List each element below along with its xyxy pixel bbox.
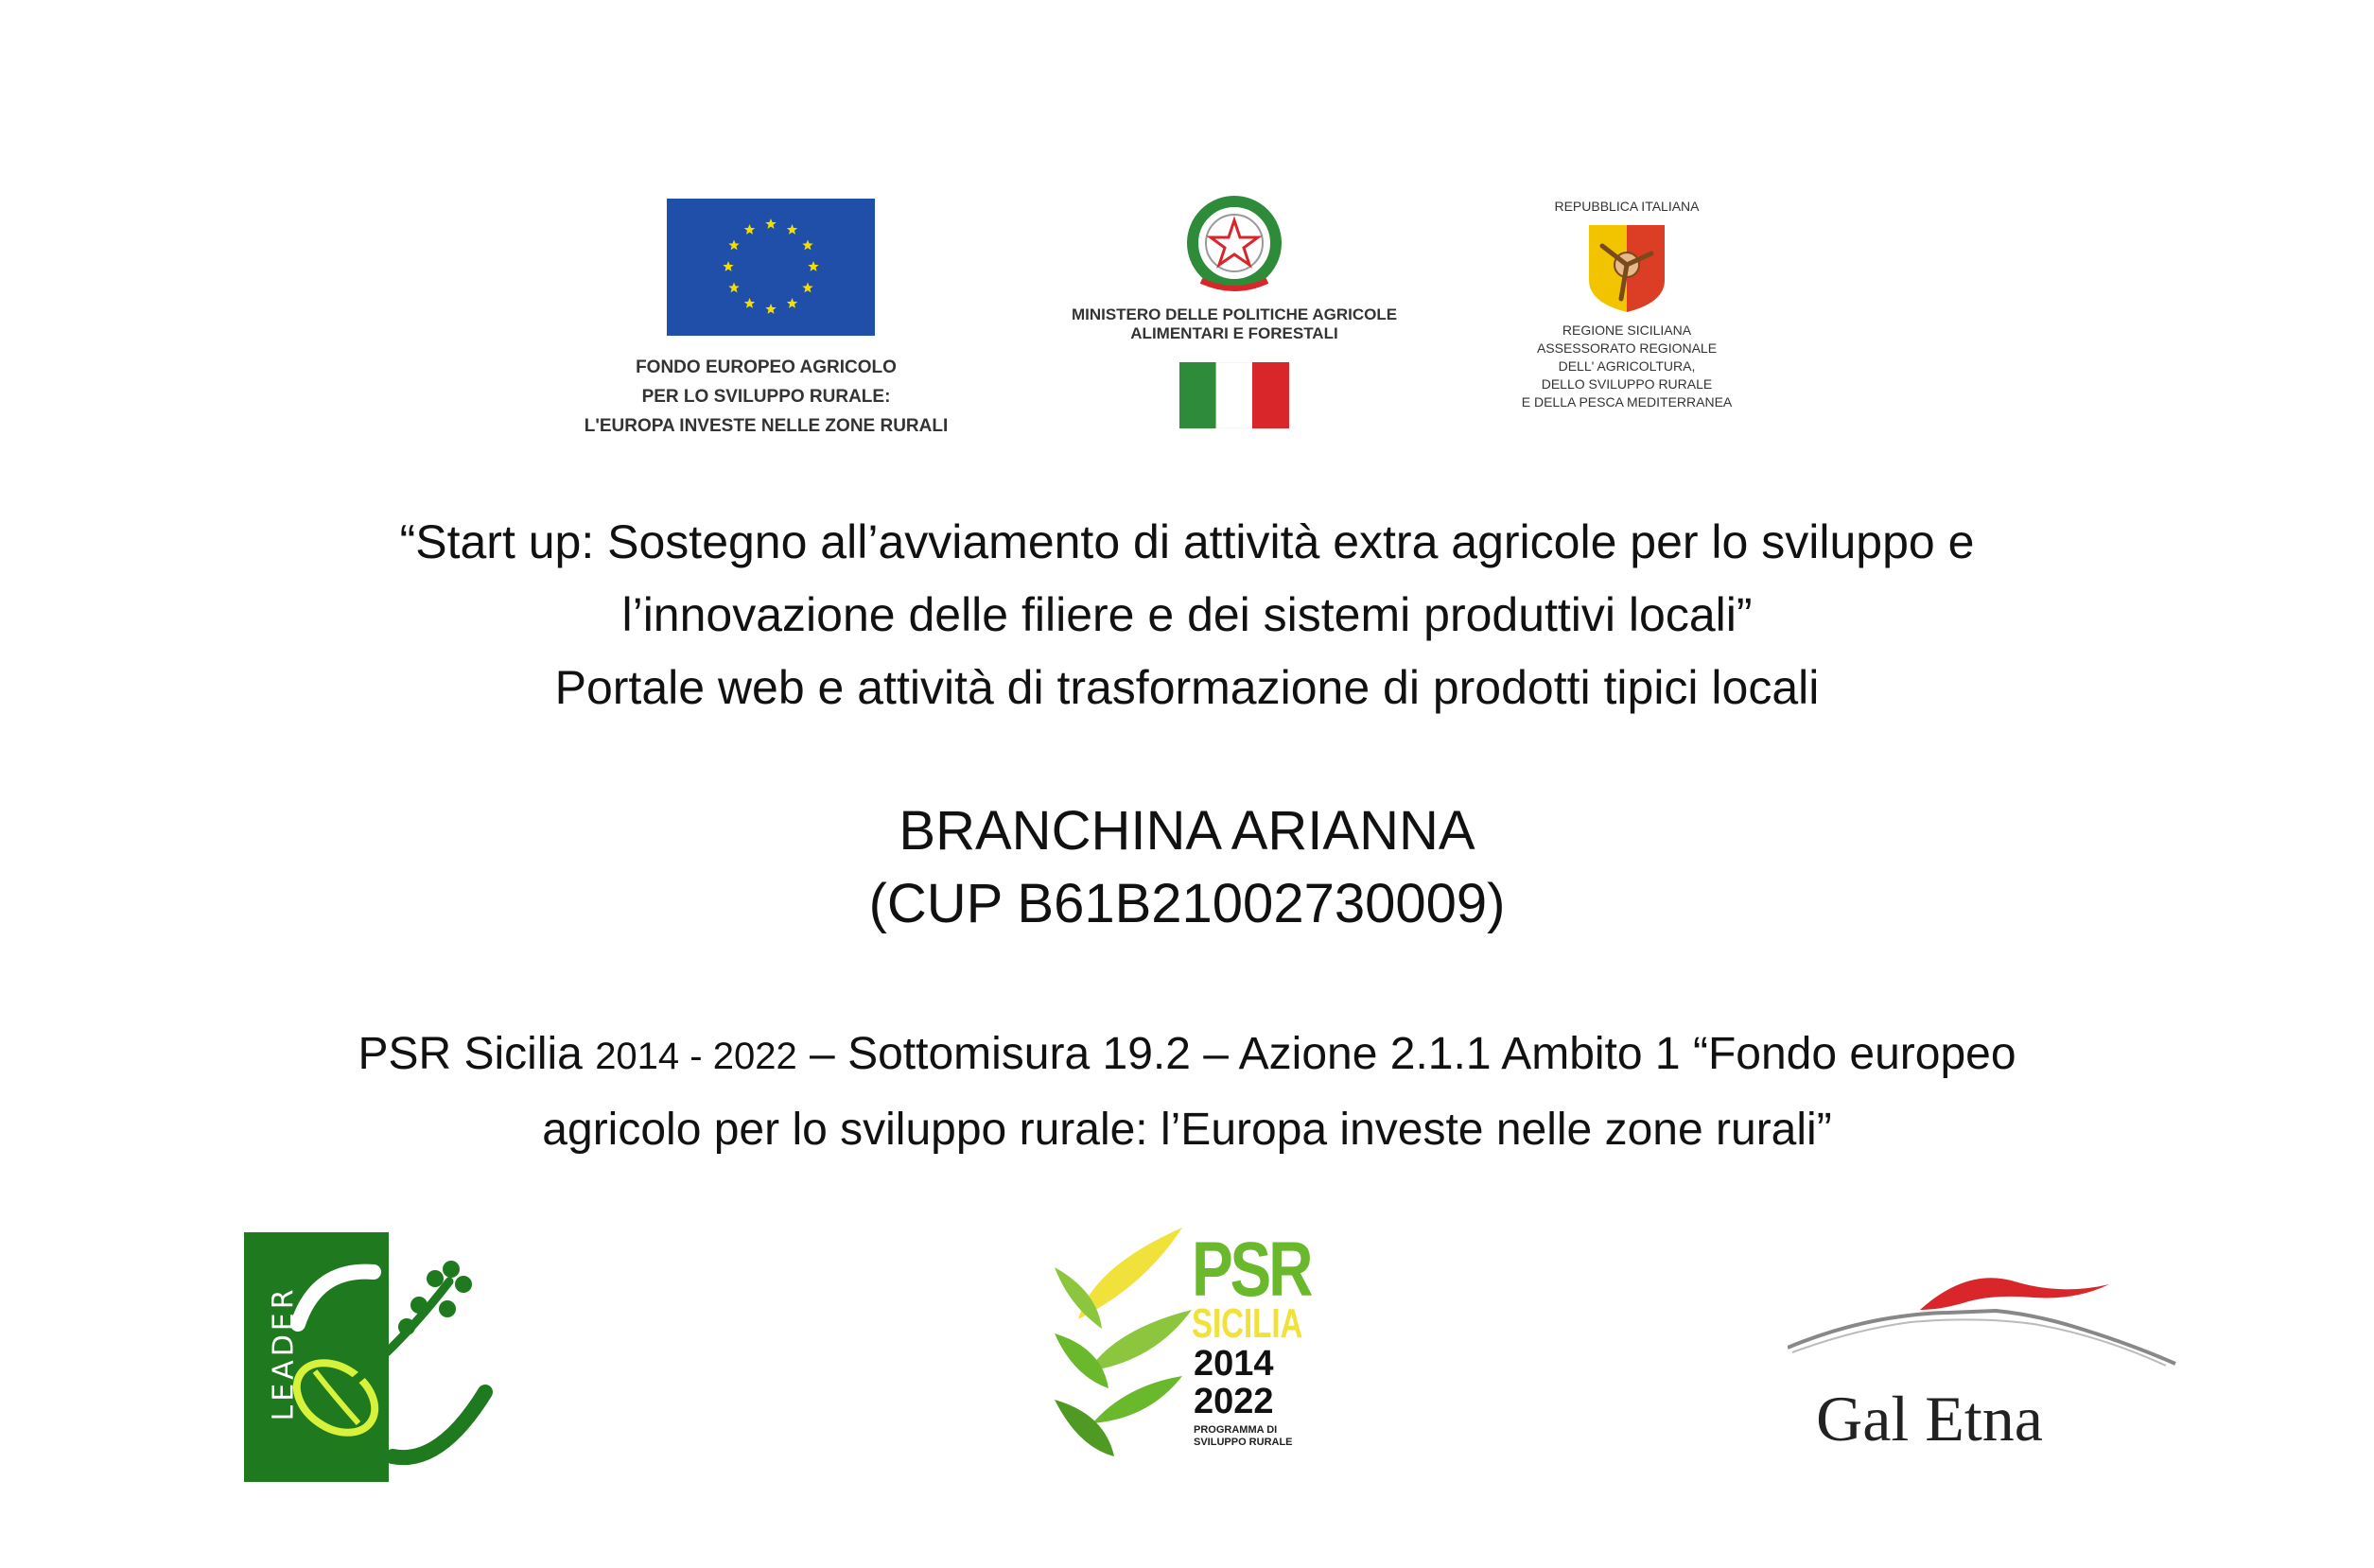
regione-top-text: REPUBBLICA ITALIANA xyxy=(1554,199,1700,214)
psr-description xyxy=(0,1018,2374,1167)
project-title-line: “Start up: Sostegno all’avviamento di attività extra agricole per lo sviluppo e xyxy=(399,515,1975,568)
psr-year-end: 2022 xyxy=(1194,1382,1274,1421)
psr-leaves-icon xyxy=(1050,1220,1192,1480)
ministero-caption-line: ALIMENTARI E FORESTALI xyxy=(1130,324,1338,342)
psr-years: 2014 - 2022 xyxy=(595,1036,797,1077)
etna-volcano-icon xyxy=(1788,1258,2185,1400)
psr-suffix: – Sottomisura 19.2 – Azione 2.1.1 Ambito 1 “Fondo europeo xyxy=(796,1029,2016,1079)
regione-caption-line: DELL' AGRICOLTURA, xyxy=(1558,358,1696,374)
regione-caption-line: ASSESSORATO REGIONALE xyxy=(1536,340,1718,356)
italian-emblem-icon xyxy=(1182,194,1286,298)
psr-line-2: agricolo per lo sviluppo rurale: l’Europa investe nelle zone rurali” xyxy=(542,1105,1832,1155)
sicily-shield-icon xyxy=(1589,225,1665,312)
psr-caption-line: SVILUPPO RURALE xyxy=(1194,1437,1293,1448)
project-title xyxy=(0,506,2374,724)
gal-etna-text: Gal Etna xyxy=(1816,1383,2043,1455)
beneficiary-block xyxy=(0,794,2374,940)
eu-caption-line: FONDO EUROPEO AGRICOLO xyxy=(636,357,897,377)
project-subtitle: Portale web e attività di trasformazione di prodotti tipici locali xyxy=(554,661,1820,714)
leader-text: LEADER xyxy=(267,1285,301,1421)
psr-subtitle: SICILIA xyxy=(1192,1300,1303,1347)
ministero-logo xyxy=(1026,194,1442,440)
psr-year-start: 2014 xyxy=(1194,1344,1274,1384)
psr-sicilia-logo xyxy=(1050,1220,1334,1485)
eu-caption-line: L'EUROPA INVESTE NELLE ZONE RURALI xyxy=(584,416,949,436)
psr-prefix: PSR Sicilia xyxy=(358,1029,596,1079)
regione-caption-line: REGIONE SICILIANA xyxy=(1562,322,1692,338)
eu-flag-icon xyxy=(667,199,875,336)
eu-logo xyxy=(558,194,974,436)
italian-flag-icon xyxy=(1179,362,1289,428)
project-title-line: l’innovazione delle filiere e dei sistemi produttivi locali” xyxy=(621,588,1753,641)
psr-title: PSR xyxy=(1192,1227,1311,1313)
psr-line-1 xyxy=(0,1018,2374,1093)
leader-logo xyxy=(241,1229,497,1485)
eu-caption-line: PER LO SVILUPPO RURALE: xyxy=(641,387,891,407)
gal-etna-logo xyxy=(1788,1258,2185,1475)
regione-siciliana-logo xyxy=(1485,199,1769,426)
regione-caption-line: DELLO SVILUPPO RURALE xyxy=(1541,376,1713,392)
beneficiary-name: BRANCHINA ARIANNA xyxy=(899,800,1475,862)
cup-code: (CUP B61B21002730009) xyxy=(868,873,1506,934)
regione-caption-line: E DELLA PESCA MEDITERRANEA xyxy=(1521,394,1733,409)
ministero-caption-line: MINISTERO DELLE POLITICHE AGRICOLE xyxy=(1071,305,1398,323)
psr-caption-line: PROGRAMMA DI xyxy=(1194,1424,1278,1436)
